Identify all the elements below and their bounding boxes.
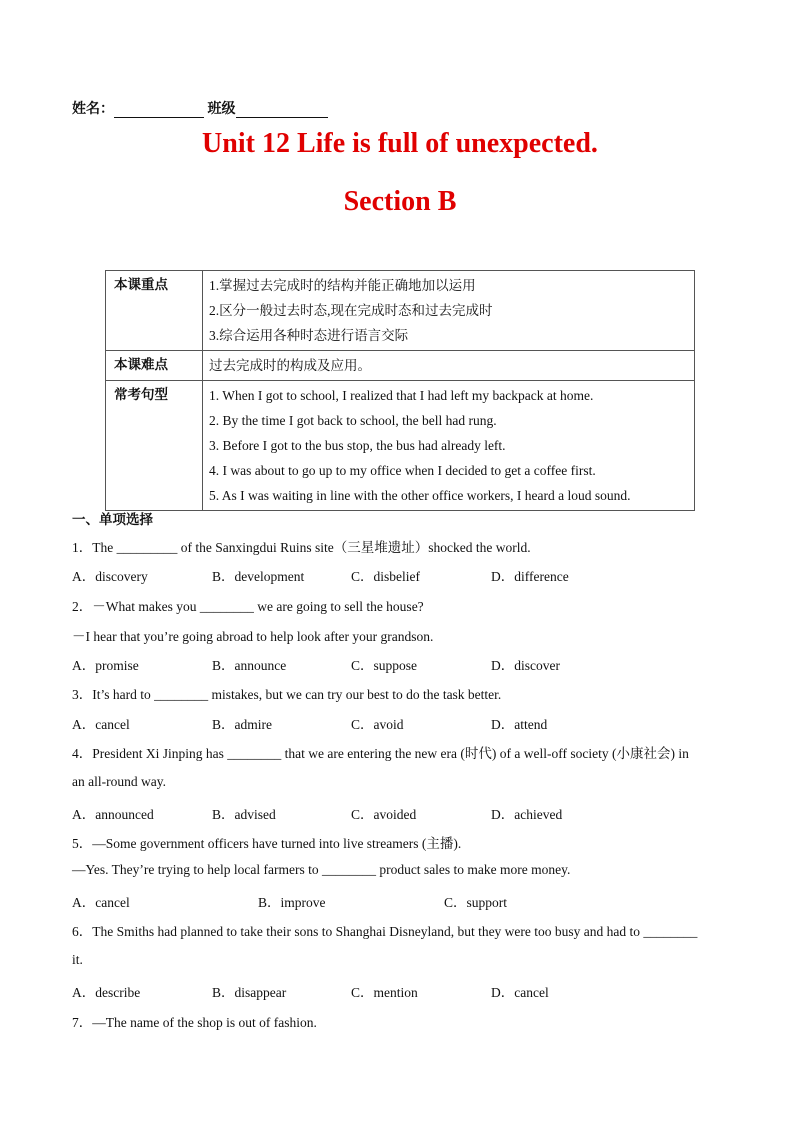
name-blank[interactable] [114, 103, 204, 118]
sentence-4: 4. I was about to go up to my office when I decided to get a coffee first. [209, 463, 596, 478]
q3-option-b[interactable]: B．admire [212, 717, 272, 732]
page-title: Unit 12 Life is full of unexpected. [202, 128, 598, 159]
difficulty-cell [203, 351, 695, 381]
q2-option-c[interactable]: C．suppose [351, 658, 418, 673]
key-points-cell [203, 271, 695, 351]
q4-option-b[interactable]: B．advised [212, 807, 276, 822]
class-blank[interactable] [236, 103, 328, 118]
q1-option-c[interactable]: C．disbelief [351, 569, 420, 584]
question-2-stem: 2．－What makes you ________ we are going to sell the house? [72, 599, 424, 614]
question-6-stem-2: it. [72, 952, 83, 967]
sentence-2: 2. By the time I got back to school, the bell had rung. [209, 413, 497, 428]
difficulty-label: 本课难点 [106, 351, 203, 381]
q3-option-a[interactable]: A．cancel [72, 717, 130, 732]
question-2-stem-2: －I hear that you’re going abroad to help look after your grandson. [72, 629, 434, 644]
sentence-5: 5. As I was waiting in line with the other office workers, I heard a loud sound. [209, 488, 631, 503]
q4-option-c[interactable]: C．avoided [351, 807, 417, 822]
q6-option-d[interactable]: D．cancel [491, 985, 549, 1000]
question-7-stem: 7．—The name of the shop is out of fashion. [72, 1015, 317, 1030]
section-heading: 一、单项选择 [72, 512, 153, 527]
question-3-stem: 3．It’s hard to ________ mistakes, but we can try our best to do the task better. [72, 687, 502, 702]
q5-option-a[interactable]: A．cancel [72, 895, 130, 910]
q3-option-d[interactable]: D．attend [491, 717, 548, 732]
question-4-stem-2: an all-round way. [72, 774, 166, 789]
key-point-1: 1.掌握过去完成时的结构并能正确地加以运用 [209, 278, 476, 293]
key-point-2: 2.区分一般过去时态,现在完成时态和过去完成时 [209, 303, 493, 318]
q3-option-c[interactable]: C．avoid [351, 717, 404, 732]
sentences-label: 常考句型 [106, 381, 203, 511]
q2-option-a[interactable]: A．promise [72, 658, 139, 673]
question-6-stem: 6．The Smiths had planned to take their sons to Shanghai Disneyland, but they were too busy and had to ________ [72, 924, 698, 939]
key-points-label: 本课重点 [106, 271, 203, 351]
q6-option-b[interactable]: B．disappear [212, 985, 287, 1000]
q5-option-b[interactable]: B．improve [258, 895, 326, 910]
q2-option-d[interactable]: D．discover [491, 658, 560, 673]
q1-option-d[interactable]: D．difference [491, 569, 569, 584]
q1-option-a[interactable]: A．discovery [72, 569, 148, 584]
difficulty-row [106, 351, 695, 381]
question-4-stem: 4．President Xi Jinping has ________ that we are entering the new era (时代) of a well-off society (小康社会) in [72, 746, 689, 761]
key-points-row [106, 271, 695, 351]
q6-option-c[interactable]: C．mention [351, 985, 418, 1000]
sentence-1: 1. When I got to school, I realized that I had left my backpack at home. [209, 388, 594, 403]
student-info-line [72, 98, 328, 118]
class-label: 班级 [207, 102, 236, 117]
q5-option-c[interactable]: C．support [444, 895, 508, 910]
question-5-stem-2: —Yes. They’re trying to help local farmers to ________ product sales to make more money. [72, 862, 571, 877]
q2-option-b[interactable]: B．announce [212, 658, 287, 673]
sentence-3: 3. Before I got to the bus stop, the bus had already left. [209, 438, 506, 453]
key-point-3: 3.综合运用各种时态进行语言交际 [209, 328, 409, 343]
question-1-stem: 1．The _________ of the Sanxingdui Ruins site（三星堆遗址）shocked the world. [72, 540, 531, 555]
objectives-table [105, 270, 695, 511]
sentences-row [106, 381, 695, 511]
q4-option-a[interactable]: A．announced [72, 807, 154, 822]
sentences-cell [203, 381, 695, 511]
name-label: 姓名： [72, 102, 114, 117]
q6-option-a[interactable]: A．describe [72, 985, 141, 1000]
question-5-stem: 5．—Some government officers have turned into live streamers (主播). [72, 836, 462, 851]
q1-option-b[interactable]: B．development [212, 569, 305, 584]
difficulty-text: 过去完成时的构成及应用。 [209, 358, 371, 373]
page-subtitle: Section B [343, 186, 457, 217]
q4-option-d[interactable]: D．achieved [491, 807, 563, 822]
